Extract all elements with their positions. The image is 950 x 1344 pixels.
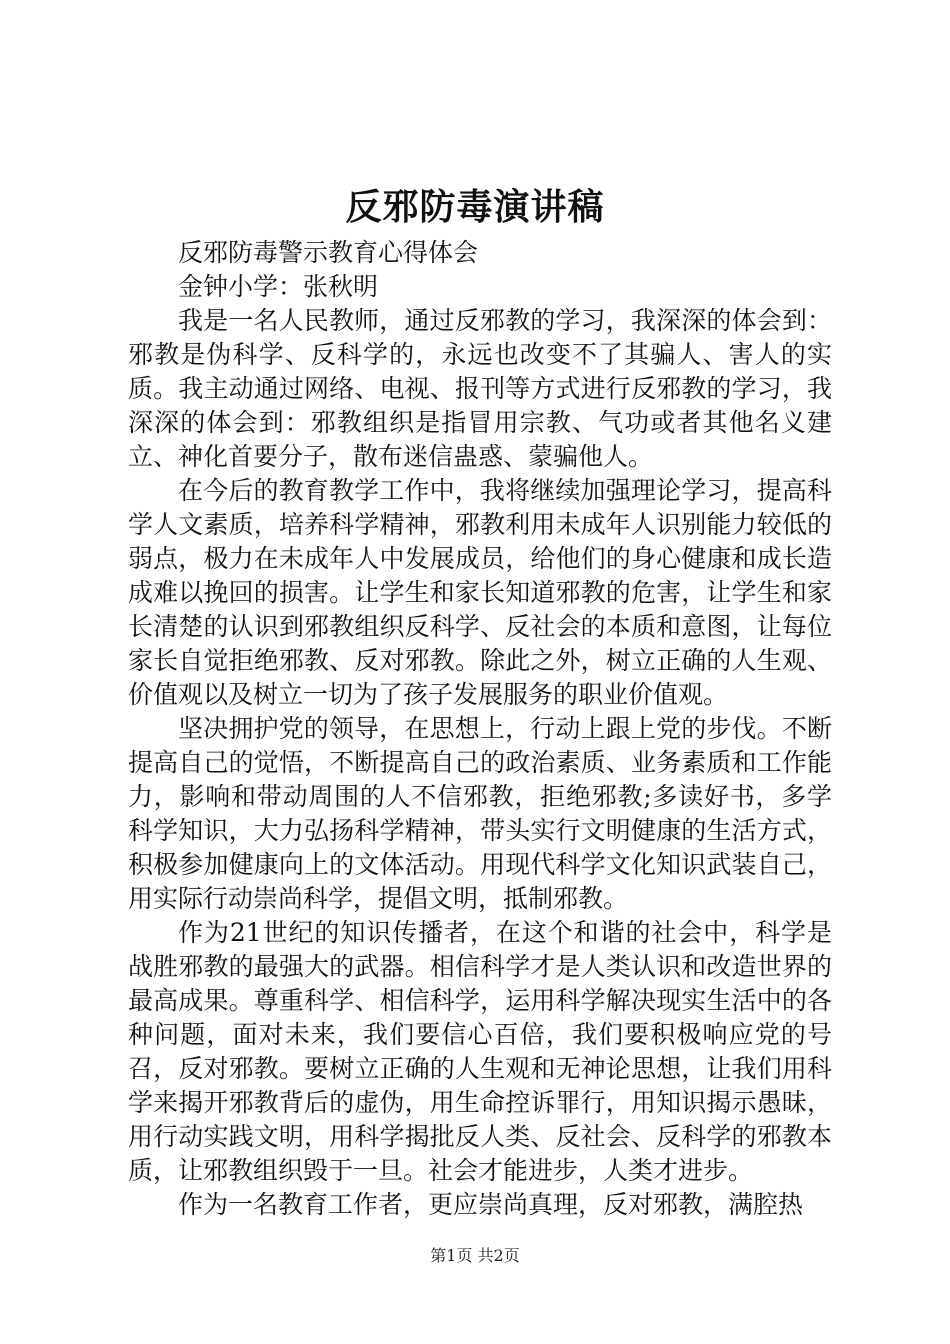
subtitle-line: 反邪防毒警示教育心得体会 bbox=[178, 238, 479, 267]
body-paragraph: 作为21世纪的知识传播者，在这个和谐的社会中，科学是战胜邪教的最强大的武器。相信科学才是人类认识和改造世界的最高成果。尊重科学、相信科学，运用科学解决现实生活中的各种问题，面对未来，我们要信心百倍，我们要积极响应党的号召，反对邪教。要树立正确的人生观和无神论思想，让我们用科学来揭开邪教背后的虚伪，用生命控诉罪行，用知识揭示愚昧，用行动实践文明，用科学揭批反人类、反社会、反科学的邪教本质，让邪教组织毁于一旦。社会才能进步，人类才进步。 bbox=[128, 918, 832, 1185]
document-body bbox=[128, 236, 832, 1222]
page-footer: 第1页 共2页 bbox=[430, 1246, 520, 1265]
body-paragraph: 作为一名教育工作者，更应崇尚真理，反对邪教，满腔热 bbox=[178, 1190, 804, 1219]
document-title: 反邪防毒演讲稿 bbox=[345, 186, 605, 228]
body-paragraph: 在今后的教育教学工作中，我将继续加强理论学习，提高科学人文素质，培养科学精神，邪教利用未成年人识别能力较低的弱点，极力在未成年人中发展成员，给他们的身心健康和成长造成难以挽回的损害。让学生和家长知道邪教的危害，让学生和家长清楚的认识到邪教组织反科学、反社会的本质和意图，让每位家长自觉拒绝邪教、反对邪教。除此之外，树立正确的人生观、价值观以及树立一切为了孩子发展服务的职业价值观。 bbox=[128, 476, 832, 709]
author-line: 金钟小学：张秋明 bbox=[178, 272, 379, 301]
body-paragraph: 我是一名人民教师，通过反邪教的学习，我深深的体会到：邪教是伪科学、反科学的，永远也改变不了其骗人、害人的实质。我主动通过网络、电视、报刊等方式进行反邪教的学习，我深深的体会到：邪教组织是指冒用宗教、气功或者其他名义建立、神化首要分子，散布迷信蛊惑、蒙骗他人。 bbox=[128, 306, 832, 471]
body-paragraph: 坚决拥护党的领导，在思想上，行动上跟上党的步伐。不断提高自己的觉悟，不断提高自己的政治素质、业务素质和工作能力，影响和带动周围的人不信邪教，拒绝邪教;多读好书，多学科学知识，大力弘扬科学精神，带头实行文明健康的生活方式，积极参加健康向上的文体活动。用现代科学文化知识武装自己，用实际行动崇尚科学，提倡文明，抵制邪教。 bbox=[128, 714, 832, 913]
